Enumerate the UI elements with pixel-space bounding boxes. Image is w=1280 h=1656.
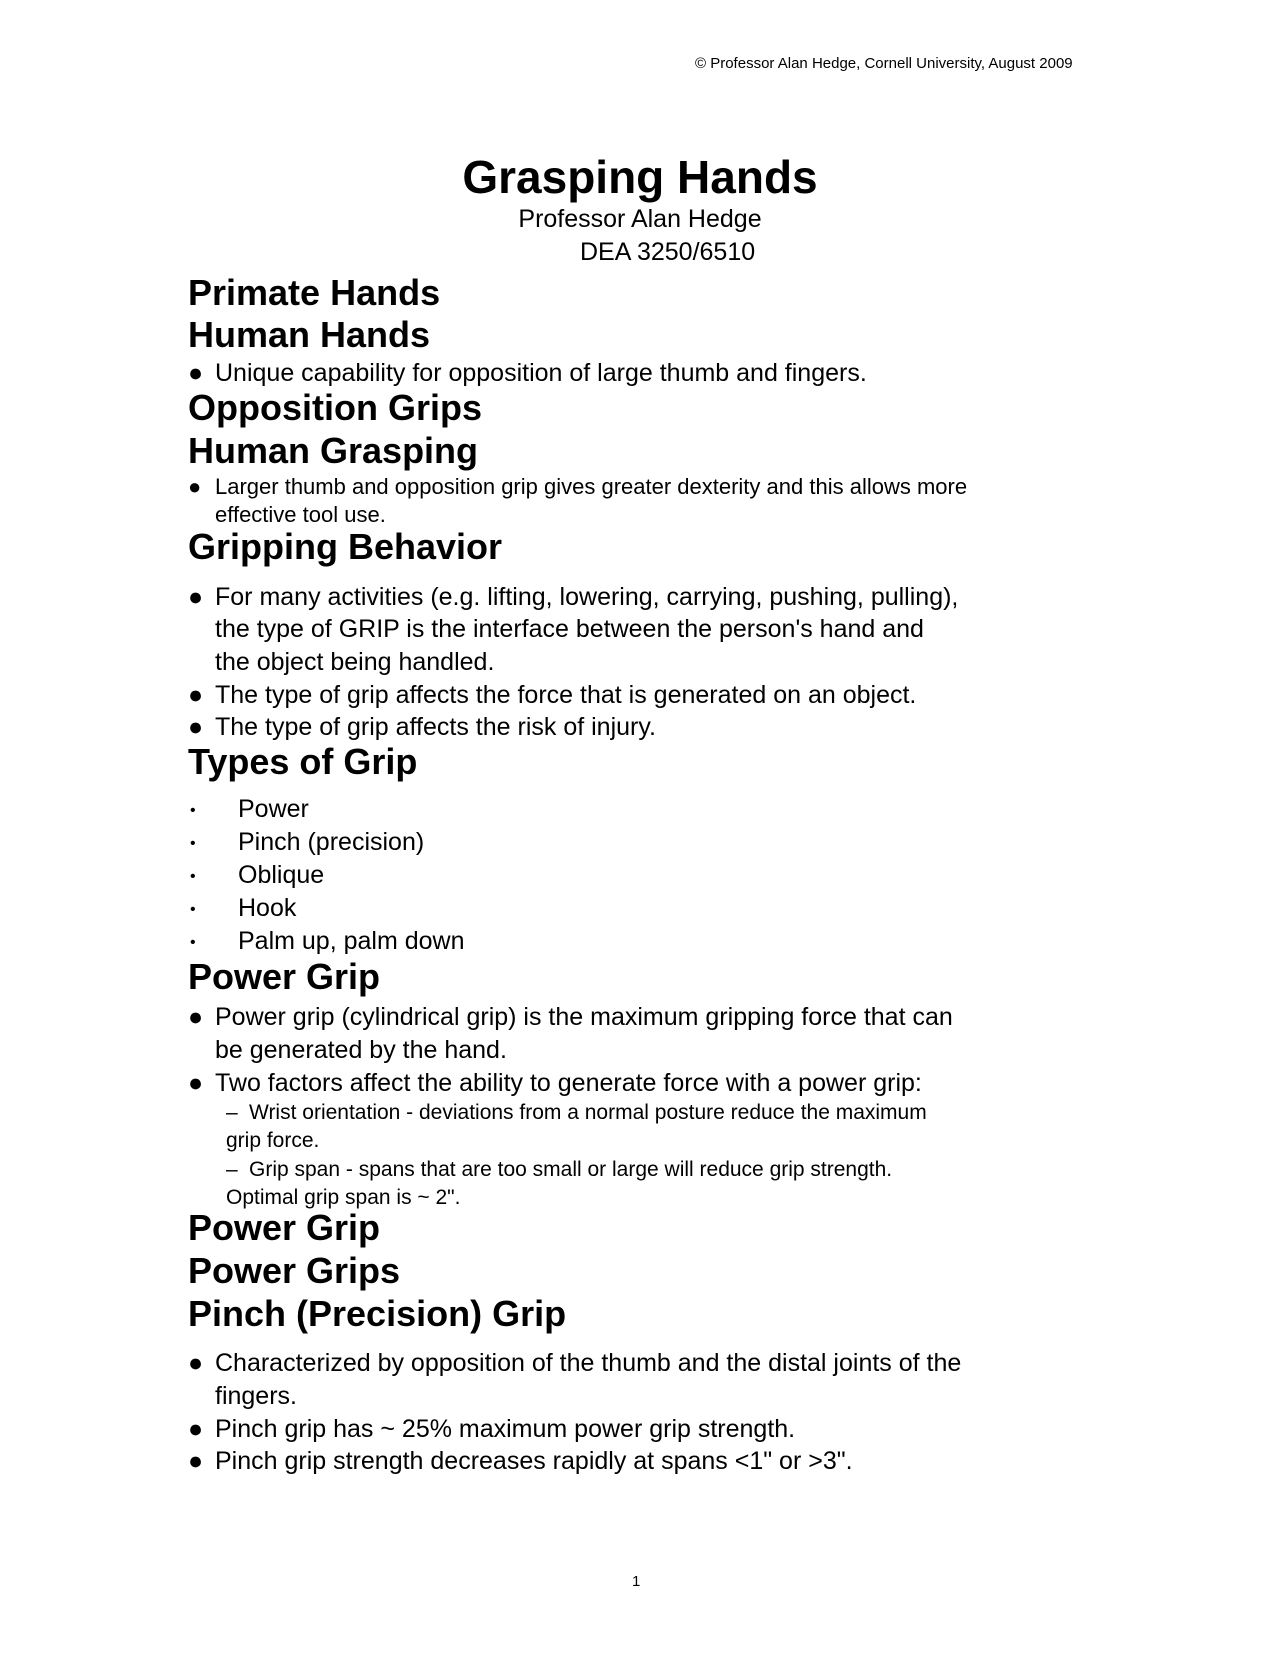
bullet-text: Two factors affect the ability to generate force with a power grip: [215,1069,922,1097]
power-grip-sub-bullet-1-cont: grip force. [226,1129,320,1152]
gripping-behavior-bullet-1 [188,583,958,612]
power-grip-bullet-1-line2: be generated by the hand. [215,1036,507,1064]
power-grip-sub-bullet-2-cont: Optimal grip span is ~ 2". [226,1186,461,1209]
dash-icon: – [226,1158,238,1181]
bullet-icon: • [190,802,196,819]
heading-power-grip-2: Power Grip [188,1207,381,1248]
human-hands-bullet [188,359,867,388]
heading-types-of-grip: Types of Grip [188,741,418,782]
bullet-icon: • [190,868,196,885]
list-item: Palm up, palm down [238,927,465,955]
list-item: Pinch (precision) [238,828,425,856]
gripping-behavior-bullet-2 [188,681,916,710]
bullet-text: Grip span - spans that are too small or large will reduce grip strength. [249,1158,893,1181]
bullet-icon: ● [188,1003,204,1031]
pinch-grip-bullet-1 [188,1349,961,1378]
gripping-behavior-bullet-1-line3: the object being handled. [215,648,495,676]
bullet-text: The type of grip affects the risk of injury. [215,713,656,741]
heading-primate-hands: Primate Hands [188,272,441,313]
pinch-grip-bullet-3 [188,1447,853,1476]
human-grasping-bullet [188,474,967,500]
bullet-text: Larger thumb and opposition grip gives greater dexterity and this allows more [215,474,968,499]
heading-human-grasping: Human Grasping [188,430,479,471]
bullet-icon: • [190,835,196,852]
heading-pinch-grip: Pinch (Precision) Grip [188,1293,567,1334]
author-line: Professor Alan Hedge [518,205,762,233]
bullet-icon: ● [188,681,204,709]
bullet-text: Unique capability for opposition of large thumb and fingers. [215,359,867,387]
bullet-icon: ● [188,359,204,387]
power-grip-sub-bullet-2 [226,1158,892,1182]
bullet-icon: • [190,934,196,951]
list-item: Hook [238,894,297,922]
bullet-icon: ● [188,1415,204,1443]
dash-icon: – [226,1101,238,1124]
bullet-text: Wrist orientation - deviations from a normal posture reduce the maximum [249,1101,927,1124]
pinch-grip-bullet-1-line2: fingers. [215,1382,297,1410]
bullet-icon: ● [188,1069,204,1097]
bullet-icon: ● [188,1447,204,1475]
gripping-behavior-bullet-1-line2: the type of GRIP is the interface between the person's hand and [215,615,924,643]
heading-power-grips: Power Grips [188,1250,401,1291]
bullet-icon: ● [188,474,202,499]
bullet-icon: • [190,901,196,918]
heading-opposition-grips: Opposition Grips [188,387,482,428]
power-grip-sub-bullet-1 [226,1101,927,1125]
bullet-text: Pinch grip strength decreases rapidly at spans <1" or >3". [215,1447,853,1475]
bullet-icon: ● [188,583,204,611]
bullet-icon: ● [188,1349,204,1377]
power-grip-bullet-2 [188,1069,922,1098]
bullet-text: For many activities (e.g. lifting, lowering, carrying, pushing, pulling), [215,583,959,611]
bullet-text: Characterized by opposition of the thumb and the distal joints of the [215,1349,962,1377]
human-grasping-bullet-cont: effective tool use. [215,502,386,527]
document-title: Grasping Hands [462,151,818,203]
bullet-text: Power grip (cylindrical grip) is the maximum gripping force that can [215,1003,953,1031]
heading-power-grip: Power Grip [188,956,381,997]
bullet-text: Pinch grip has ~ 25% maximum power grip strength. [215,1415,796,1443]
heading-human-hands: Human Hands [188,314,431,355]
page-number: 1 [632,1573,641,1590]
power-grip-bullet-1 [188,1003,953,1032]
bullet-icon: ● [188,713,204,741]
list-item: Power [238,795,309,823]
copyright-notice: © Professor Alan Hedge, Cornell University, August 2009 [695,55,1073,72]
heading-gripping-behavior: Gripping Behavior [188,526,503,567]
pinch-grip-bullet-2 [188,1415,795,1444]
gripping-behavior-bullet-3 [188,713,656,742]
bullet-text: The type of grip affects the force that is generated on an object. [215,681,917,709]
course-code: DEA 3250/6510 [580,238,756,266]
list-item: Oblique [238,861,325,889]
